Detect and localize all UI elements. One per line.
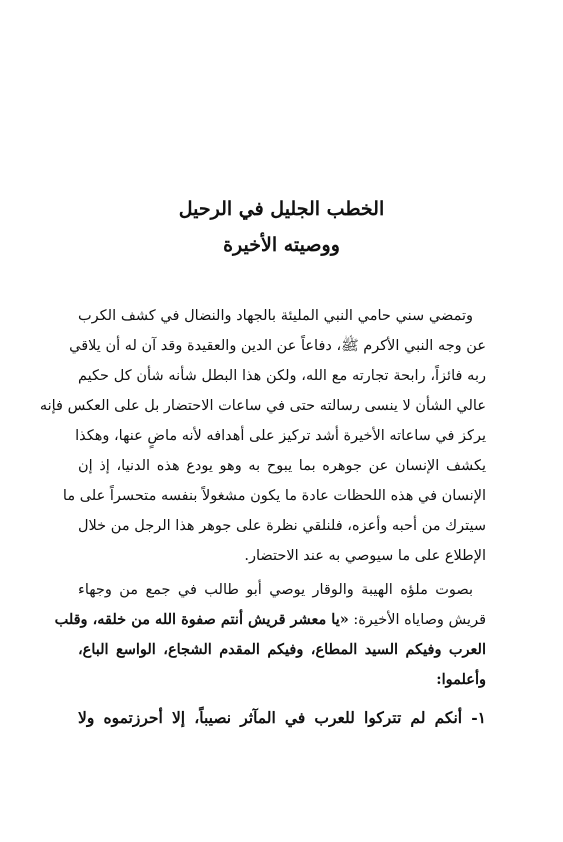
paragraph-2-line-1: بصوت ملؤه الهيبة والوقار يوصي أبو طالب في جمع من وجهاء bbox=[78, 582, 473, 598]
paragraph-1-line-7: الإنسان في هذه اللحظات عادة ما يكون مشغولاً بنفسه متحسراً على ما bbox=[62, 488, 486, 504]
chapter-subtitle: ووصيته الأخيرة bbox=[223, 234, 340, 256]
paragraph-1-line-2: عن وجه النبي الأكرم ﷺ، دفاعاً عن الدين والعقيدة وقد آن له أن يلاقي bbox=[69, 338, 486, 354]
paragraph-1-line-9: الإطلاع على ما سيوصي به عند الاحتضار. bbox=[244, 548, 486, 564]
paragraph-2-line-4: وأعلموا: bbox=[436, 671, 486, 688]
paragraph-1-line-4: عالي الشأن لا ينسى رسالته حتى في ساعات الاحتضار بل على العكس فإنه bbox=[39, 398, 486, 414]
paragraph-2-line-3: العرب وفيكم السيد المطاع، وفيكم المقدم الشجاع، الواسع الباع، bbox=[78, 641, 486, 658]
chapter-title: الخطب الجليل في الرحيل bbox=[178, 198, 385, 220]
paragraph-2-line-2 bbox=[54, 610, 486, 630]
paragraph-1-line-5: يركز في ساعاته الأخيرة أشد تركيز على أهدافه لأنه ماضٍ عنها، وهكذا bbox=[75, 428, 486, 444]
paragraph-1-line-8: سيترك من أحبه وأعزه، فلنلقي نظرة على جوهر هذا الرجل من خلال bbox=[78, 518, 486, 534]
numbered-item-1: ١- أنكم لم تتركوا للعرب في المآثر نصيباً، إلا أحرزتموه ولا bbox=[78, 708, 486, 727]
paragraph-2-line-2-prefix: قريش وصاياه الأخيرة: bbox=[348, 612, 486, 628]
paragraph-1-line-1: وتمضي سني حامي النبي المليئة بالجهاد والنضال في كشف الكرب bbox=[78, 308, 473, 324]
paragraph-1-line-6: يكشف الإنسان عن جوهره بما يبوح به وهو يودع هذه الدنيا، إذ إن bbox=[78, 458, 486, 474]
paragraph-1-line-3: ربه فائزاً، رابحة تجارته مع الله، ولكن هذا البطل شأنه شأن كل حكيم bbox=[78, 368, 486, 384]
paragraph-2-line-2-quote: «يا معشر قريش أنتم صفوة الله من خلقه، وقلب bbox=[54, 611, 349, 628]
